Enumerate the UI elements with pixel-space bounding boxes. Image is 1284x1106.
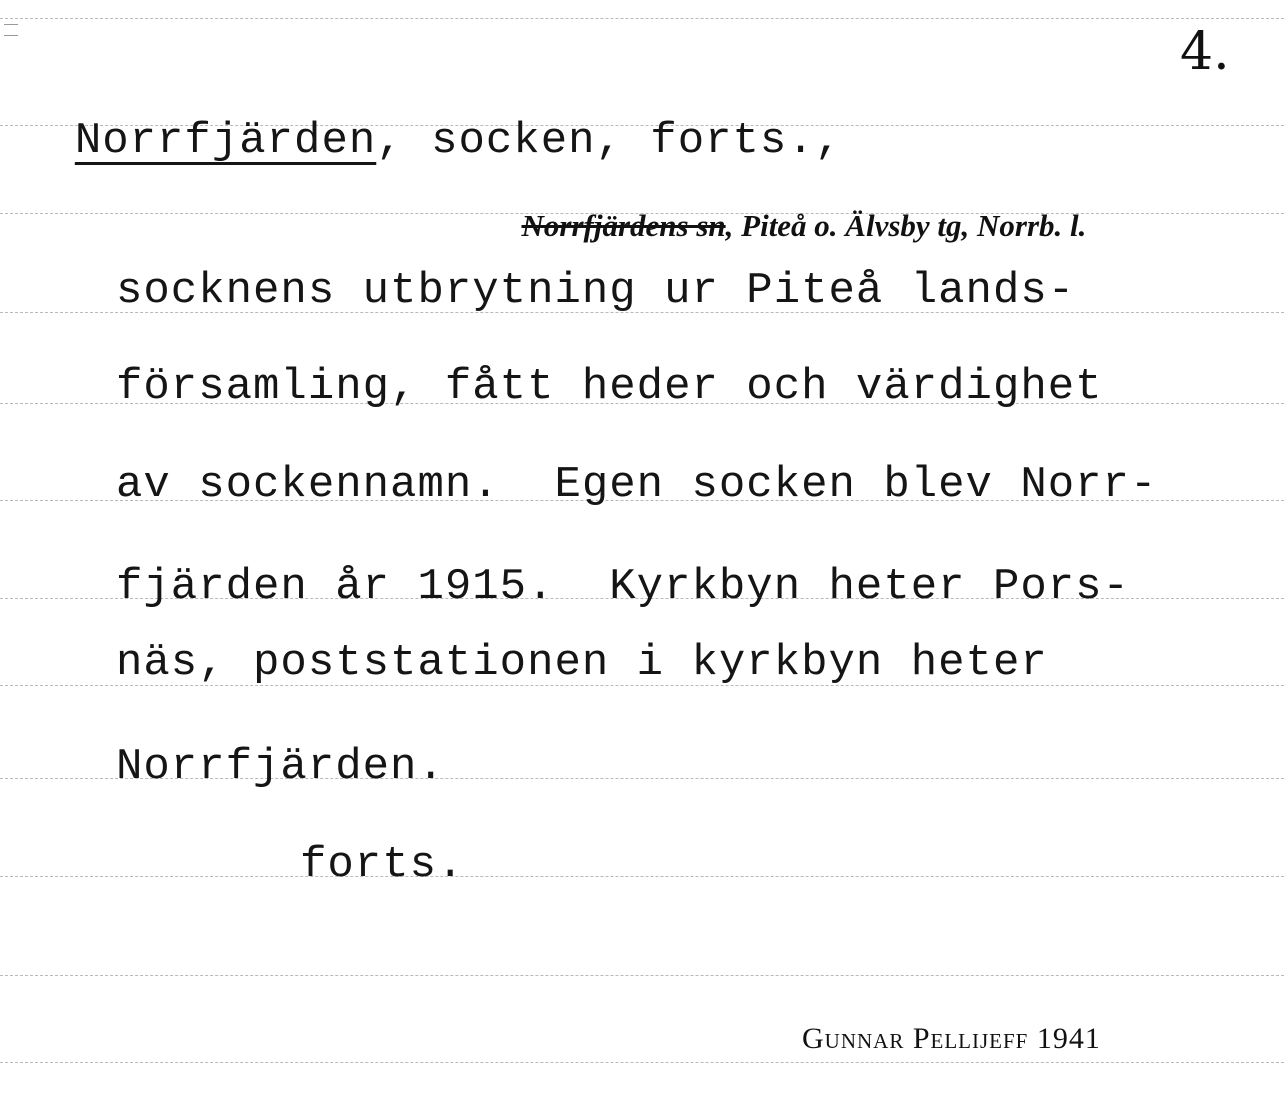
card-heading xyxy=(20,66,842,166)
body-line: Norrfjärden. xyxy=(116,742,445,792)
body-line: näs, poststationen i kyrkbyn heter xyxy=(116,638,1048,688)
stamp-text: , Piteå o. Älvsby tg, Norrb. l. xyxy=(725,208,1087,243)
body-line: av sockennamn. Egen socken blev Norr- xyxy=(116,460,1158,510)
body-line: fjärden år 1915. Kyrkbyn heter Pors- xyxy=(116,562,1130,612)
heading-rest: , socken, forts., xyxy=(376,116,843,166)
card-number: 4. xyxy=(1180,22,1230,82)
continuation-note: forts. xyxy=(300,840,465,890)
author-signature: Gunnar Pellijeff 1941 xyxy=(802,1022,1101,1055)
punch-mark xyxy=(4,24,18,36)
heading-place: Norrfjärden xyxy=(74,116,377,166)
body-line: socknens utbrytning ur Piteå lands- xyxy=(116,266,1076,316)
ruled-line xyxy=(0,876,1284,877)
body-line: församling, fått heder och värdighet xyxy=(116,362,1103,412)
ruled-line xyxy=(0,18,1284,19)
ruled-line xyxy=(0,975,1284,976)
parish-stamp xyxy=(506,172,1086,244)
ruled-line xyxy=(0,1062,1284,1063)
stamp-struck-name: Norrfjärdens sn xyxy=(521,208,726,243)
